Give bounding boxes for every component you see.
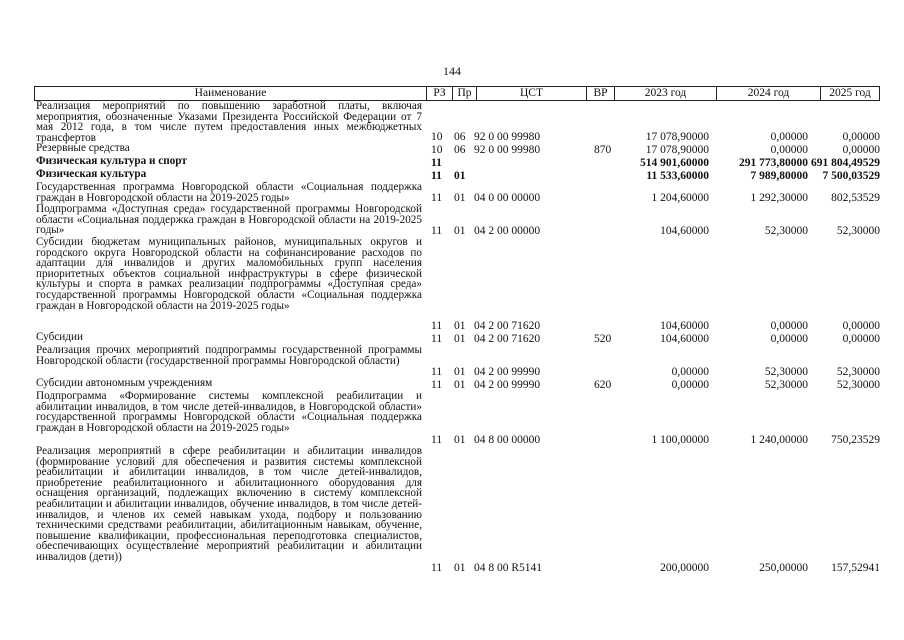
budget-table xyxy=(34,86,880,574)
row-2025: 0,00000 xyxy=(842,333,880,345)
row-name: Реализация мероприятий по повышению заработной платы, включая мероприятия, обозначенные Указами Президента Российской Федерации от 7 мая 2012 года, в том числе путем предоставления иных межбюджетных трансфертов xyxy=(36,100,422,144)
row-pr: 01 xyxy=(454,225,466,237)
row-vr: 870 xyxy=(594,144,612,156)
row-2025: 52,30000 xyxy=(836,379,880,391)
row-2025: 691 804,49529 xyxy=(811,157,880,169)
row-name: Государственная программа Новгородской области «Социальная поддержка граждан в Новгородской области на 2019-2025 годы» xyxy=(36,181,422,204)
table-row xyxy=(34,345,880,378)
row-rz: 11 xyxy=(431,225,443,237)
row-2024: 291 773,80000 xyxy=(739,157,808,169)
header-cst: ЦСТ xyxy=(477,87,587,100)
row-2024: 52,30000 xyxy=(764,225,808,237)
row-cst: 04 2 00 71620 xyxy=(474,333,541,345)
table-row xyxy=(34,446,880,574)
row-rz: 10 xyxy=(431,131,443,143)
row-2023: 0,00000 xyxy=(671,379,709,391)
row-cst: 04 8 00 R5141 xyxy=(474,562,543,574)
row-rz: 11 xyxy=(431,333,443,345)
row-pr: 01 xyxy=(454,379,466,391)
row-cst: 04 2 00 00000 xyxy=(474,225,541,237)
row-2025: 52,30000 xyxy=(836,366,880,378)
row-name: Реализация мероприятий в сфере реабилитации и абилитации инвалидов (формирование условий для обеспечения и развития системы комплексной реабилитации и абилитации инвалидов, в том числе детей-инвалидов, приобретение реабилитационного и абилитационного оборудования для оснащения организаций, подлежащих включению в систему комплексной реабилитации и абилитации инвалидов, обучение инвалидов, в том числе детей-инвалидов, и членов их семей навыкам ухода, подбору и пользованию техническими средствами реабилитации, абилитационным навыкам, обучение, повышение квалификации, профессиональная переподготовка специалистов, обеспечивающих осуществление мероприятий реабилитации и абилитации инвалидов (дети)) xyxy=(36,445,422,563)
table-row xyxy=(34,237,880,332)
row-2025: 7 500,03529 xyxy=(822,170,880,182)
row-vr: 620 xyxy=(594,379,612,391)
header-2024: 2024 год xyxy=(717,87,821,100)
row-cst: 04 2 00 71620 xyxy=(474,320,541,332)
row-2025: 0,00000 xyxy=(842,144,880,156)
row-rz: 10 xyxy=(431,144,443,156)
page-number: 144 xyxy=(443,64,461,78)
row-cst: 04 2 00 99990 xyxy=(474,366,541,378)
row-cst: 92 0 00 99980 xyxy=(474,144,541,156)
row-2023: 0,00000 xyxy=(671,366,709,378)
row-pr: 01 xyxy=(454,366,466,378)
row-2025: 0,00000 xyxy=(842,131,880,143)
row-rz: 11 xyxy=(431,379,443,391)
row-pr: 01 xyxy=(454,192,466,204)
table-row xyxy=(34,391,880,446)
row-2024: 7 989,80000 xyxy=(750,170,808,182)
row-pr: 06 xyxy=(454,131,466,143)
table-row xyxy=(34,156,880,169)
row-rz: 11 xyxy=(431,366,443,378)
header-vr: ВР xyxy=(587,87,615,100)
row-2024: 1 240,00000 xyxy=(750,434,808,446)
row-2024: 250,00000 xyxy=(759,562,808,574)
row-2024: 52,30000 xyxy=(764,366,808,378)
row-cst: 04 2 00 99990 xyxy=(474,379,541,391)
header-name: Наименование xyxy=(35,87,427,100)
row-2023: 104,60000 xyxy=(660,320,709,332)
table-header xyxy=(34,86,880,101)
row-2023: 17 078,90000 xyxy=(645,131,709,143)
row-pr: 01 xyxy=(454,434,466,446)
header-rz: РЗ xyxy=(427,87,453,100)
row-2025: 750,23529 xyxy=(831,434,880,446)
table-row xyxy=(34,204,880,237)
header-2023: 2023 год xyxy=(615,87,717,100)
row-pr: 01 xyxy=(454,170,466,182)
row-2024: 0,00000 xyxy=(770,333,808,345)
row-2024: 1 292,30000 xyxy=(750,192,808,204)
row-2024: 0,00000 xyxy=(770,131,808,143)
row-2025: 0,00000 xyxy=(842,320,880,332)
row-2024: 0,00000 xyxy=(770,144,808,156)
row-name: Субсидии бюджетам муниципальных районов, муниципальных округов и городского округа Новгородской области на софинансирование расходов по адаптации для инвалидов и других маломобильных групп населения приоритетных объектов социальной инфраструктуры в сфере физической культуры и спорта в рамках реализации подпрограммы «Доступная среда» государственной программы Новгородской области «Социальная поддержка граждан в Новгородской области на 2019-2025 годы» xyxy=(36,236,422,312)
row-2023: 17 078,90000 xyxy=(645,144,709,156)
header-pr: Пр xyxy=(453,87,477,100)
row-2023: 104,60000 xyxy=(660,225,709,237)
row-name: Реализация прочих мероприятий подпрограммы государственной программы Новгородской области (государственной программы Новгородской области) xyxy=(36,344,422,367)
row-name: Субсидии xyxy=(36,331,83,343)
row-2025: 802,53529 xyxy=(831,192,880,204)
row-cst: 92 0 00 99980 xyxy=(474,131,541,143)
row-cst: 04 8 00 00000 xyxy=(474,434,541,446)
row-vr: 520 xyxy=(594,333,612,345)
row-2023: 200,00000 xyxy=(660,562,709,574)
row-2023: 104,60000 xyxy=(660,333,709,345)
row-rz: 11 xyxy=(431,434,443,446)
row-rz: 11 xyxy=(431,562,443,574)
row-name: Подпрограмма «Формирование системы комплексной реабилитации и абилитации инвалидов, в том числе детей-инвалидов, в Новгородской области» государственной программы Новгородской области «Социальная поддержка граждан в Новгородской области на 2019-2025 годы» xyxy=(36,390,422,434)
row-name: Физическая культура и спорт xyxy=(36,155,187,167)
row-pr: 01 xyxy=(454,562,466,574)
row-rz: 11 xyxy=(431,157,442,169)
row-2024: 0,00000 xyxy=(770,320,808,332)
row-pr: 06 xyxy=(454,144,466,156)
row-2023: 1 204,60000 xyxy=(651,192,709,204)
row-2024: 52,30000 xyxy=(764,379,808,391)
table-row xyxy=(34,182,880,204)
table-row xyxy=(34,101,880,143)
row-2023: 514 901,60000 xyxy=(640,157,709,169)
row-rz: 11 xyxy=(431,192,443,204)
row-name: Резервные средства xyxy=(36,142,130,154)
row-pr: 01 xyxy=(454,333,466,345)
row-name: Физическая культура xyxy=(36,168,147,180)
row-2023: 1 100,00000 xyxy=(651,434,709,446)
header-2025: 2025 год xyxy=(829,87,871,99)
row-rz: 11 xyxy=(431,170,442,182)
row-2025: 52,30000 xyxy=(836,225,880,237)
row-name: Подпрограмма «Доступная среда» государственной программы Новгородской области «Социальная поддержка граждан в Новгородской области на 2019-2025 годы» xyxy=(36,203,422,237)
row-rz: 11 xyxy=(431,320,443,332)
row-2023: 11 533,60000 xyxy=(646,170,709,182)
row-cst: 04 0 00 00000 xyxy=(474,192,541,204)
row-2025: 157,52941 xyxy=(831,562,880,574)
row-name: Субсидии автономным учреждениям xyxy=(36,377,213,389)
row-pr: 01 xyxy=(454,320,466,332)
